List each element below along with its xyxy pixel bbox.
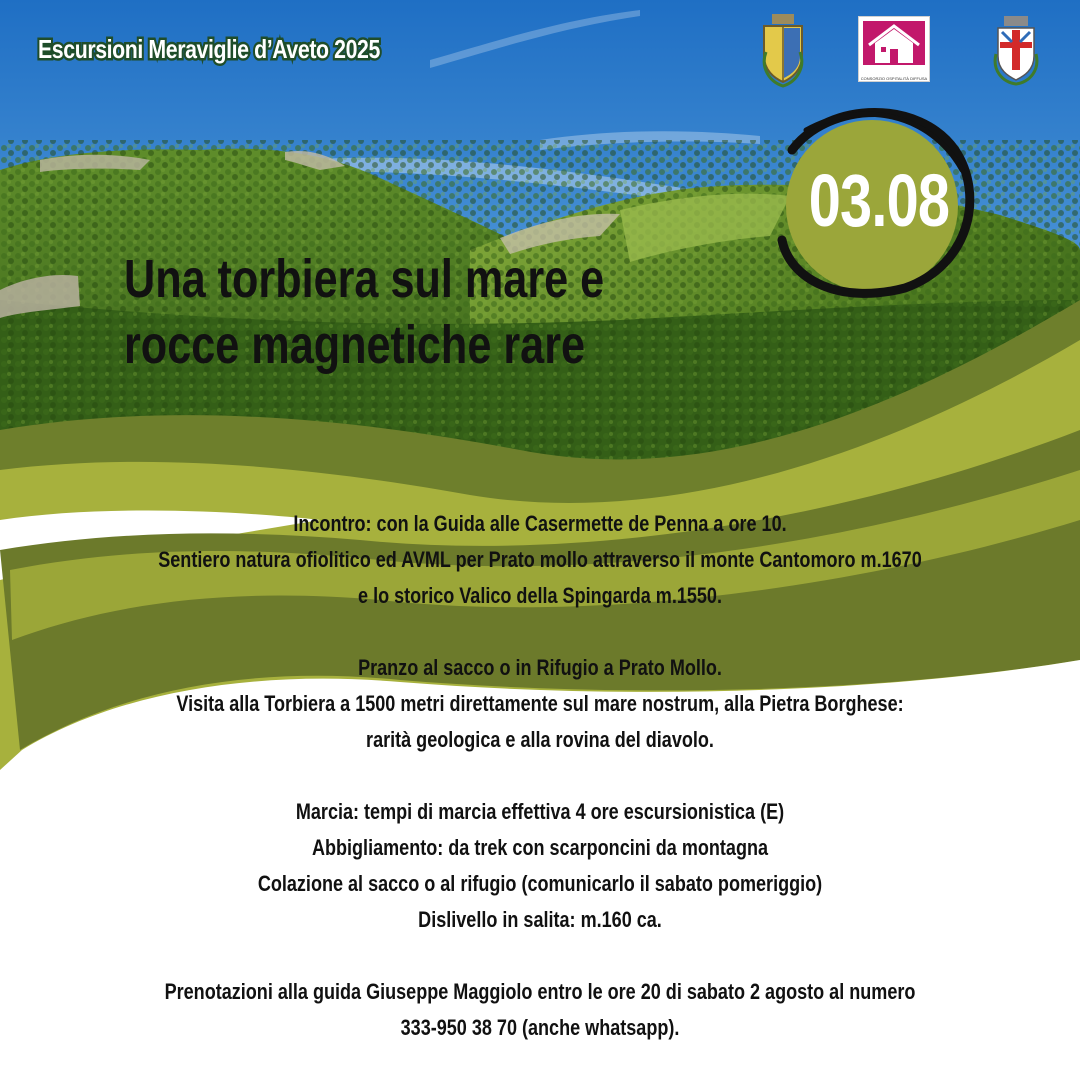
spacer: [40, 758, 1040, 794]
visit-info: Visita alla Torbiera a 1500 metri direttamente sul mare nostrum, alla Pietra Borghese:: [176, 691, 904, 716]
route-info: Sentiero natura ofiolitico ed AVML per Prato mollo attraverso il monte Cantomoro m.1670: [158, 547, 922, 572]
event-title-line: Una torbiera sul mare e: [124, 249, 605, 309]
event-title: [124, 246, 620, 378]
consorzio-caption: CONSORZIO OSPITALITÀ DIFFUSA: [860, 76, 928, 81]
series-title: Escursioni Meraviglie d’Aveto 2025: [38, 34, 380, 64]
event-title-line: rocce magnetiche rare: [124, 315, 586, 375]
event-date: 03.08: [808, 159, 950, 242]
march-info: Marcia: tempi di marcia effettiva 4 ore escursionistica (E): [295, 799, 785, 824]
elevation-info: Dislivello in salita: m.160 ca.: [418, 907, 662, 932]
visit-info: rarità geologica e alla rovina del diavolo.: [366, 727, 714, 752]
municipal-coat-of-arms-icon: [756, 12, 810, 88]
breakfast-info: Colazione al sacco o al rifugio (comunicarlo il sabato pomeriggio): [257, 871, 823, 896]
consorzio-logo: [858, 16, 930, 82]
event-details: [40, 506, 1040, 1046]
consorzio-house-logo-icon: [859, 17, 929, 71]
booking-phone: 333-950 38 70 (anche whatsapp).: [400, 1015, 680, 1040]
meeting-info: Incontro: con la Guida alle Casermette de Penna a ore 10.: [293, 511, 787, 536]
spacer: [40, 614, 1040, 650]
route-info: e lo storico Valico della Spingarda m.1550.: [358, 583, 722, 608]
spacer: [40, 938, 1040, 974]
municipal-coat-of-arms-icon: [988, 14, 1044, 86]
booking-info: Prenotazioni alla guida Giuseppe Maggiolo entro le ore 20 di sabato 2 agosto al numero: [164, 979, 916, 1004]
clothing-info: Abbigliamento: da trek con scarponcini da montagna: [311, 835, 769, 860]
lunch-info: Pranzo al sacco o in Rifugio a Prato Mollo.: [358, 655, 722, 680]
